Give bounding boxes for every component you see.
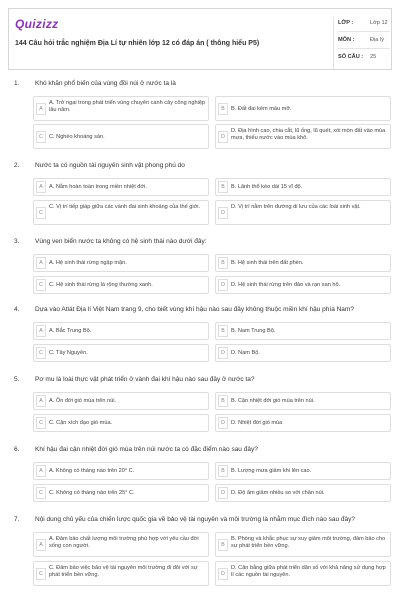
option-text: A. Nằm hoàn toàn trong miền nhiệt đới. xyxy=(49,184,147,190)
option-text: A. Đảm bảo chất lượng môi trường phù hợp với yêu cầu đời sống con người. xyxy=(49,536,199,550)
option-b[interactable] xyxy=(215,392,391,410)
option-letter: D xyxy=(218,487,228,499)
option-b[interactable] xyxy=(215,532,391,557)
option-b[interactable] xyxy=(215,178,391,196)
option-c[interactable] xyxy=(33,200,209,225)
question-number: 5. xyxy=(14,376,20,383)
option-d[interactable] xyxy=(215,484,391,502)
option-text: C. Cận xích đạo gió mùa. xyxy=(49,420,113,426)
question-text: Khó khăn phổ biến của vùng đồi núi ở nước ta là xyxy=(35,80,176,87)
question-text: Dựa vào Atlát Địa lí Việt Nam trang 9, cho biết vùng khí hậu nào sau đây không thuộc miền khí hậu phía Nam? xyxy=(35,306,354,313)
meta-divider xyxy=(338,48,390,49)
option-text: D. Cân bằng giữa phát triển dân số với khả năng sử dụng hợp lí các nguồn tài nguyên. xyxy=(231,565,386,579)
meta-key: MÔN : xyxy=(338,37,355,43)
question-number: 2. xyxy=(14,162,20,169)
option-text: D. Hệ sinh thái rừng trên đảo và rạn san hô. xyxy=(231,282,341,288)
question-text: Pơ mu là loài thực vật phát triển ở vành đai khí hậu nào sau đây ở nước ta? xyxy=(35,376,255,383)
option-a[interactable] xyxy=(33,96,209,121)
question-text: Nội dung chủ yếu của chiến lược quốc gia về bảo vệ tài nguyên và môi trường là nhằm mục đích nào sau đây? xyxy=(35,516,356,523)
option-letter: B xyxy=(218,539,228,551)
option-letter: A xyxy=(36,181,46,193)
option-text: D. Nhiệt đới gió mùa xyxy=(231,420,283,426)
option-d[interactable] xyxy=(215,276,391,294)
option-text: A. Không có tháng nào trên 20° C. xyxy=(49,468,135,474)
option-a[interactable] xyxy=(33,322,209,340)
option-text: C. Vị trí tiếp giáp giữa các vành đai sinh khoáng của thế giới. xyxy=(49,204,201,210)
option-text: A. Trở ngại trong phát triển vùng chuyên canh cây công nghiệp lâu năm. xyxy=(49,100,206,114)
option-text: A. Ôn đới gió mùa trên núi. xyxy=(49,398,117,404)
option-letter: A xyxy=(36,539,46,551)
option-letter: B xyxy=(218,181,228,193)
question-number: 6. xyxy=(14,446,20,453)
option-a[interactable] xyxy=(33,254,209,272)
option-d[interactable] xyxy=(215,414,391,432)
option-letter: C xyxy=(36,568,46,580)
option-letter: D xyxy=(218,347,228,359)
option-letter: A xyxy=(36,103,46,115)
option-text: B. Phòng và khắc phục sự suy giảm môi trường, đảm bảo cho sự phát triển bền vững. xyxy=(231,536,386,550)
question-number: 4. xyxy=(14,306,20,313)
question-text: Khí hậu đai cận nhiệt đới gió mùa trên núi nước ta có đặc điểm nào sau đây? xyxy=(35,446,258,453)
option-letter: D xyxy=(218,417,228,429)
meta-row-count xyxy=(338,54,394,66)
option-letter: C xyxy=(36,487,46,499)
option-d[interactable] xyxy=(215,124,391,149)
option-letter: A xyxy=(36,257,46,269)
quizizz-logo: Quizizz xyxy=(15,17,59,31)
option-text: C. Tây Nguyên. xyxy=(49,350,88,356)
option-letter: D xyxy=(218,568,228,580)
worksheet-header xyxy=(8,8,392,70)
option-letter: A xyxy=(36,395,46,407)
option-letter: C xyxy=(36,131,46,143)
question-number: 7. xyxy=(14,516,20,523)
option-letter: B xyxy=(218,465,228,477)
option-b[interactable] xyxy=(215,462,391,480)
option-text: B. Lãnh thổ kéo dài 15 vĩ độ. xyxy=(231,184,303,190)
option-letter: D xyxy=(218,131,228,143)
option-b[interactable] xyxy=(215,254,391,272)
option-text: B. Nam Trung Bộ. xyxy=(231,328,276,334)
option-c[interactable] xyxy=(33,276,209,294)
option-text: C. Nghèo khoáng sản. xyxy=(49,134,105,140)
meta-divider xyxy=(338,31,390,32)
meta-key: SỐ CÂU : xyxy=(338,54,364,60)
option-letter: A xyxy=(36,325,46,337)
option-c[interactable] xyxy=(33,484,209,502)
option-letter: B xyxy=(218,257,228,269)
meta-value: 25 xyxy=(370,54,377,60)
option-d[interactable] xyxy=(215,561,391,586)
option-letter: C xyxy=(36,207,46,219)
option-a[interactable] xyxy=(33,462,209,480)
question-number: 1. xyxy=(14,80,20,87)
option-text: D. Độ ẩm giảm nhiều so với chân núi. xyxy=(231,490,325,496)
meta-panel xyxy=(333,17,393,69)
page-title: 144 Câu hỏi trắc nghiệm Địa Lí tự nhiên lớp 12 có đáp án ( thông hiểu P5) xyxy=(15,40,260,47)
option-letter: C xyxy=(36,279,46,291)
option-text: A. Hệ sinh thái rừng ngập mặn. xyxy=(49,260,127,266)
meta-value: Lớp 12 xyxy=(370,20,388,26)
option-letter: B xyxy=(218,325,228,337)
option-letter: C xyxy=(36,417,46,429)
option-letter: D xyxy=(218,279,228,291)
option-text: D. Địa hình cao, chia cắt, lũ ống, lũ quét, xói mòn đất vào mùa mưa, thiếu nước vào mùa khô. xyxy=(231,128,386,142)
question-text: Nước ta có nguồn tài nguyên sinh vật phong phú do xyxy=(35,162,185,169)
option-a[interactable] xyxy=(33,532,209,557)
option-d[interactable] xyxy=(215,200,391,225)
option-letter: C xyxy=(36,347,46,359)
option-a[interactable] xyxy=(33,178,209,196)
option-c[interactable] xyxy=(33,414,209,432)
option-text: C. Không có tháng nào trên 25° C. xyxy=(49,490,135,496)
option-c[interactable] xyxy=(33,561,209,586)
option-text: B. Đất đai kém màu mỡ. xyxy=(231,106,292,112)
option-text: A. Bắc Trung Bộ. xyxy=(49,328,92,334)
option-letter: B xyxy=(218,395,228,407)
question-text: Vùng ven biển nước ta không có hệ sinh thái nào dưới đây: xyxy=(35,238,207,245)
option-b[interactable] xyxy=(215,322,391,340)
option-letter: A xyxy=(36,465,46,477)
option-text: D. Vị trí nằm trên đường di lưu của các loài sinh vật. xyxy=(231,204,361,210)
option-text: C. Đảm bảo việc bảo vệ tài nguyên môi trường đi đôi với sự phát triển bền vững. xyxy=(49,565,198,579)
option-d[interactable] xyxy=(215,344,391,362)
option-text: B. Lượng mưa giảm khi lên cao. xyxy=(231,468,312,474)
option-a[interactable] xyxy=(33,392,209,410)
option-text: D. Nam Bộ. xyxy=(231,350,260,356)
meta-key: LỚP : xyxy=(338,20,354,26)
option-text: C. Hệ sinh thái rừng lá rộng thường xanh. xyxy=(49,282,153,288)
option-letter: B xyxy=(218,103,228,115)
option-b[interactable] xyxy=(215,96,391,121)
option-c[interactable] xyxy=(33,124,209,149)
option-c[interactable] xyxy=(33,344,209,362)
option-text: B. Hệ sinh thái trên đất phèn. xyxy=(231,260,304,266)
option-letter: D xyxy=(218,207,228,219)
meta-value: Địa lý xyxy=(370,37,384,43)
question-number: 3. xyxy=(14,238,20,245)
option-text: B. Cận nhiệt đới gió mùa trên núi. xyxy=(231,398,315,404)
